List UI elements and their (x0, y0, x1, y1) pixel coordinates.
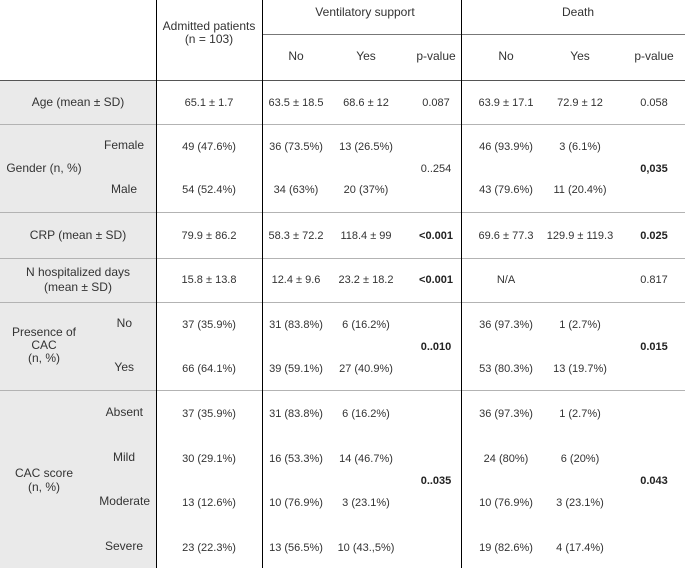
male-vent-yes: 20 (37%) (343, 184, 389, 196)
moderate-vent-yes: 3 (23.1%) (342, 497, 390, 509)
cac-score-death-p: 0.043 (640, 475, 668, 487)
crp-death-p: 0.025 (640, 230, 668, 242)
header-separator (0, 80, 685, 81)
row-separator (0, 302, 685, 303)
cac-presence-no-label: No (116, 316, 132, 330)
vent-no-header: No (288, 49, 304, 63)
severe-vent-no: 13 (56.5%) (269, 542, 323, 554)
column-separator (156, 0, 157, 568)
ventilatory-support-header: Ventilatory support (315, 5, 415, 19)
gender-vent-p: 0..254 (420, 163, 452, 175)
death-no-header: No (498, 49, 514, 63)
absent-admitted: 37 (35.9%) (182, 408, 236, 420)
cac-no-death-no: 36 (97.3%) (479, 319, 533, 331)
crp-death-yes: 129.9 ± 119.3 (546, 230, 614, 242)
moderate-death-yes: 3 (23.1%) (556, 497, 604, 509)
column-separator (461, 0, 462, 568)
hosp-days-vent-no: 12.4 ± 9.6 (271, 274, 321, 286)
cac-score-moderate-label: Moderate (99, 494, 150, 508)
severe-admitted: 23 (22.3%) (182, 542, 236, 554)
cac-score-absent-label: Absent (105, 405, 143, 419)
age-death-p: 0.058 (640, 97, 668, 109)
death-header: Death (561, 5, 595, 19)
male-death-yes: 11 (20.4%) (553, 184, 607, 196)
severe-vent-yes: 10 (43.,5%) (337, 542, 395, 554)
age-admitted: 65.1 ± 1.7 (184, 97, 234, 109)
cac-yes-death-no: 53 (80.3%) (479, 363, 533, 375)
crp-admitted: 79.9 ± 86.2 (181, 230, 237, 242)
hosp-days-admitted: 15.8 ± 13.8 (181, 274, 237, 286)
male-admitted: 54 (52.4%) (182, 184, 236, 196)
cac-presence-label: Presence of CAC (n, %) (11, 325, 77, 365)
cac-presence-vent-p: 0..010 (420, 341, 452, 353)
cac-score-severe-label: Severe (104, 539, 143, 553)
mild-vent-yes: 14 (46.7%) (339, 453, 393, 465)
row-separator (0, 212, 685, 213)
age-label: Age (mean ± SD) (31, 95, 125, 109)
female-admitted: 49 (47.6%) (182, 141, 236, 153)
gender-female-label: Female (103, 138, 144, 152)
age-vent-no: 63.5 ± 18.5 (268, 97, 324, 109)
gender-label: Gender (n, %) (6, 161, 82, 175)
admitted-header: Admitted patients (n = 103) (162, 19, 256, 46)
death-p-header: p-value (634, 49, 674, 63)
row-separator (0, 124, 685, 125)
death-yes-header: Yes (570, 49, 590, 63)
header-separator-top (262, 34, 685, 35)
row-separator (0, 390, 685, 391)
age-vent-yes: 68.6 ± 12 (343, 97, 389, 109)
column-separator (262, 0, 263, 568)
cac-presence-yes-label: Yes (114, 360, 134, 374)
hosp-days-death-p: 0.817 (640, 274, 668, 286)
age-death-no: 63.9 ± 17.1 (478, 97, 534, 109)
cac-yes-vent-no: 39 (59.1%) (269, 363, 323, 375)
male-death-no: 43 (79.6%) (479, 184, 533, 196)
female-death-yes: 3 (6.1%) (559, 141, 601, 153)
female-vent-yes: 13 (26.5%) (339, 141, 393, 153)
crp-vent-no: 58.3 ± 72.2 (268, 230, 324, 242)
hosp-days-vent-p: <0.001 (419, 274, 453, 286)
absent-death-yes: 1 (2.7%) (559, 408, 601, 420)
age-death-yes: 72.9 ± 12 (557, 97, 603, 109)
absent-vent-no: 31 (83.8%) (269, 408, 323, 420)
cac-no-admitted: 37 (35.9%) (182, 319, 236, 331)
cac-yes-death-yes: 13 (19.7%) (553, 363, 607, 375)
cac-presence-death-p: 0.015 (640, 341, 668, 353)
crp-label: CRP (mean ± SD) (29, 228, 127, 242)
cac-yes-vent-yes: 27 (40.9%) (339, 363, 393, 375)
moderate-vent-no: 10 (76.9%) (269, 497, 323, 509)
crp-vent-p: <0.001 (419, 230, 453, 242)
row-separator (0, 258, 685, 259)
hosp-days-vent-yes: 23.2 ± 18.2 (338, 274, 394, 286)
cac-no-vent-yes: 6 (16.2%) (342, 319, 390, 331)
mild-death-yes: 6 (20%) (560, 453, 600, 465)
male-vent-no: 34 (63%) (273, 184, 319, 196)
severe-death-yes: 4 (17.4%) (556, 542, 604, 554)
gender-male-label: Male (110, 182, 137, 196)
gender-death-p: 0,035 (640, 163, 668, 175)
cac-score-vent-p: 0..035 (420, 475, 452, 487)
crp-death-no: 69.6 ± 77.3 (478, 230, 534, 242)
crp-vent-yes: 118.4 ± 99 (340, 230, 392, 242)
vent-yes-header: Yes (356, 49, 376, 63)
age-vent-p: 0.087 (422, 97, 450, 109)
cac-no-vent-no: 31 (83.8%) (269, 319, 323, 331)
hosp-days-death-na: N/A (496, 274, 516, 286)
cac-yes-admitted: 66 (64.1%) (182, 363, 236, 375)
absent-vent-yes: 6 (16.2%) (342, 408, 390, 420)
cac-score-label: CAC score (n, %) (14, 466, 74, 494)
female-vent-no: 36 (73.5%) (269, 141, 323, 153)
hosp-days-label: N hospitalized days (mean ± SD) (25, 265, 131, 294)
moderate-death-no: 10 (76.9%) (479, 497, 533, 509)
moderate-admitted: 13 (12.6%) (182, 497, 236, 509)
cac-no-death-yes: 1 (2.7%) (559, 319, 601, 331)
female-death-no: 46 (93.9%) (479, 141, 533, 153)
vent-p-header: p-value (416, 49, 456, 63)
mild-death-no: 24 (80%) (483, 453, 529, 465)
mild-admitted: 30 (29.1%) (182, 453, 236, 465)
severe-death-no: 19 (82.6%) (479, 542, 533, 554)
cac-score-mild-label: Mild (112, 450, 135, 464)
mild-vent-no: 16 (53.3%) (269, 453, 323, 465)
absent-death-no: 36 (97.3%) (479, 408, 533, 420)
